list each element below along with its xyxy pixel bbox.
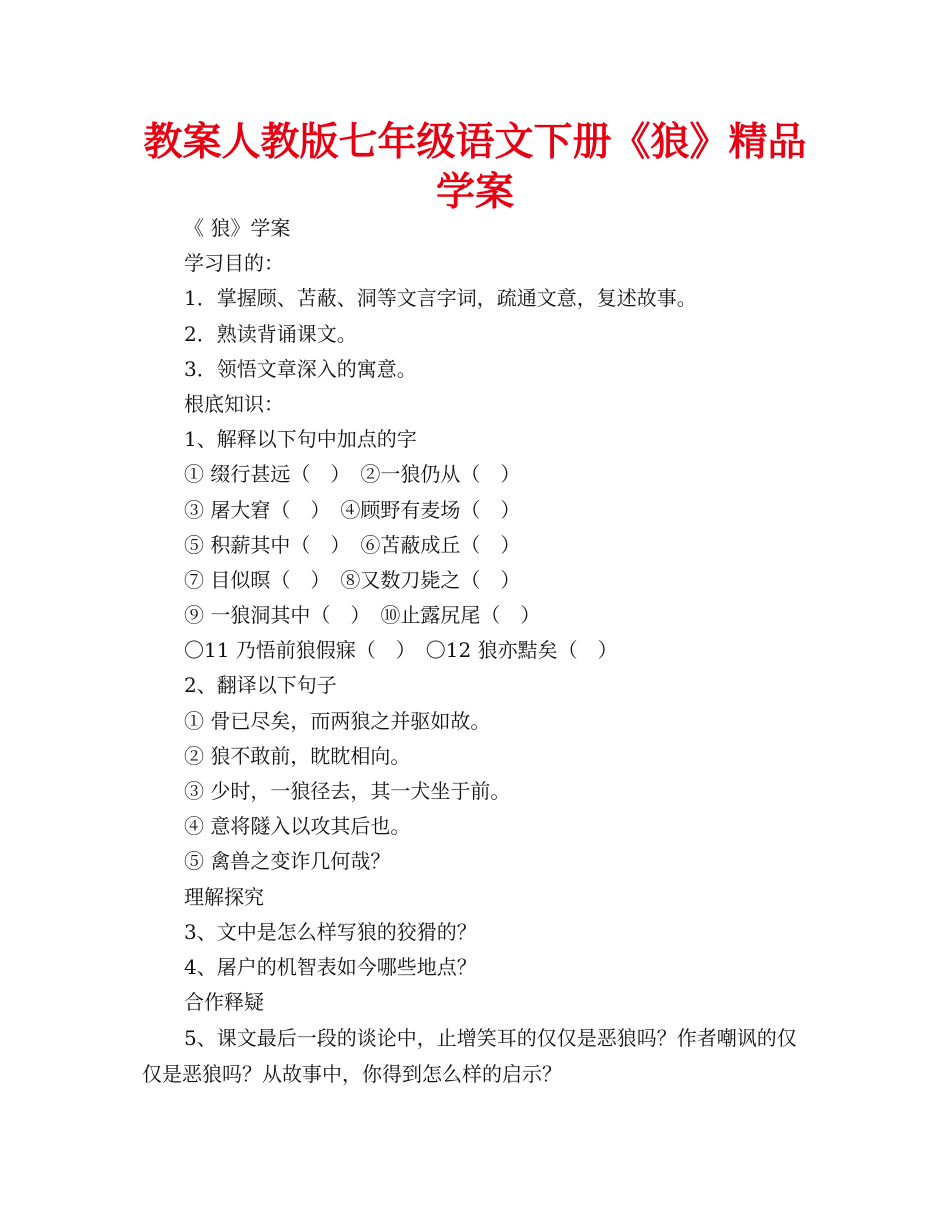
translation-item: ② 狼不敢前，眈眈相向。 bbox=[184, 743, 411, 768]
document-body bbox=[142, 211, 822, 1092]
section-heading-explore: 理解探究 bbox=[184, 884, 264, 909]
exercise-line: ③ 屠大窘（ ） ④顾野有麦场（ ） bbox=[184, 497, 521, 522]
exercise-line: ⑨ 一狼洞其中（ ） ⑩止露尻尾（ ） bbox=[184, 603, 541, 628]
translation-item: ① 骨已尽矣，而两狼之并驱如故。 bbox=[184, 708, 491, 733]
question-item: 4、屠户的机智表如今哪些地点？ bbox=[184, 954, 477, 979]
objective-item: 3．领悟文章深入的寓意。 bbox=[184, 356, 417, 381]
objective-item: 1．掌握顾、苫蔽、洞等文言字词，疏通文意，复述故事。 bbox=[184, 286, 697, 311]
question-item: 3、文中是怎么样写狼的狡猾的？ bbox=[184, 919, 477, 944]
subtitle: 《 狼》学案 bbox=[184, 216, 291, 240]
document-title: 教案人教版七年级语文下册《狼》精品学案 bbox=[143, 120, 807, 215]
translation-item: ④ 意将隧入以攻其后也。 bbox=[184, 814, 411, 839]
question-heading: 2、翻译以下句子 bbox=[184, 673, 337, 698]
question-heading: 1、解释以下句中加点的字 bbox=[184, 427, 417, 452]
exercise-line: 〇11 乃悟前狼假寐（ ） 〇12 狼亦黠矣（ ） bbox=[184, 638, 618, 663]
translation-item: ⑤ 禽兽之变诈几何哉？ bbox=[184, 849, 391, 874]
exercise-line: ① 缀行甚远（ ） ②一狼仍从（ ） bbox=[184, 462, 521, 487]
question-paragraph: 5、课文最后一段的谈论中，止增笑耳的仅仅是恶狼吗？作者嘲讽的仅仅是恶狼吗？从故事中，你得到怎么样的启示？ bbox=[142, 1026, 797, 1087]
section-heading-objectives: 学习目的： bbox=[184, 251, 284, 276]
exercise-line: ⑦ 目似暝（ ） ⑧又数刀毙之（ ） bbox=[184, 567, 521, 592]
translation-item: ③ 少时，一狼径去，其一犬坐于前。 bbox=[184, 779, 511, 803]
exercise-line: ⑤ 积薪其中（ ） ⑥苫蔽成丘（ ） bbox=[184, 532, 521, 557]
section-heading-cooperate: 合作释疑 bbox=[184, 990, 264, 1015]
objective-item: 2．熟读背诵课文。 bbox=[184, 321, 357, 346]
section-heading-basics: 根底知识： bbox=[184, 391, 284, 416]
